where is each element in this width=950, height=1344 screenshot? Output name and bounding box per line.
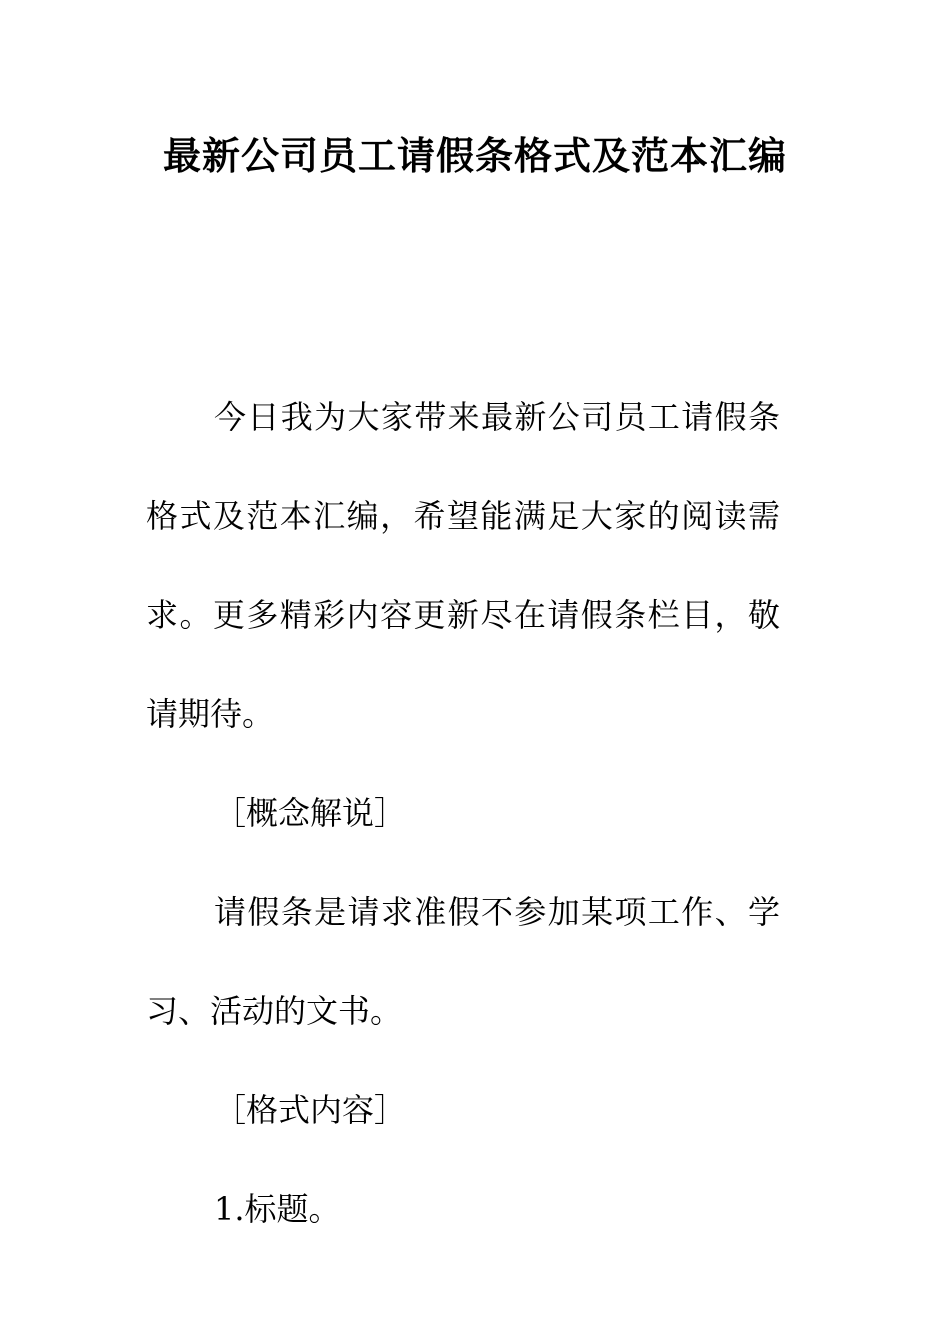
section-heading-format: ［格式内容］ bbox=[214, 1091, 407, 1129]
document-title: 最新公司员工请假条格式及范本汇编 bbox=[162, 134, 787, 178]
list-item-title: 1.标题。 bbox=[214, 1190, 341, 1228]
definition-paragraph: 请假条是请求准假不参加某项工作、学习、活动的文书。 bbox=[146, 893, 780, 1030]
intro-paragraph: 今日我为大家带来最新公司员工请假条格式及范本汇编，希望能满足大家的阅读需求。更多精彩内容更新尽在请假条栏目，敬请期待。 bbox=[146, 398, 780, 733]
document-body bbox=[146, 368, 780, 1259]
section-heading-concept: ［概念解说］ bbox=[214, 794, 407, 832]
